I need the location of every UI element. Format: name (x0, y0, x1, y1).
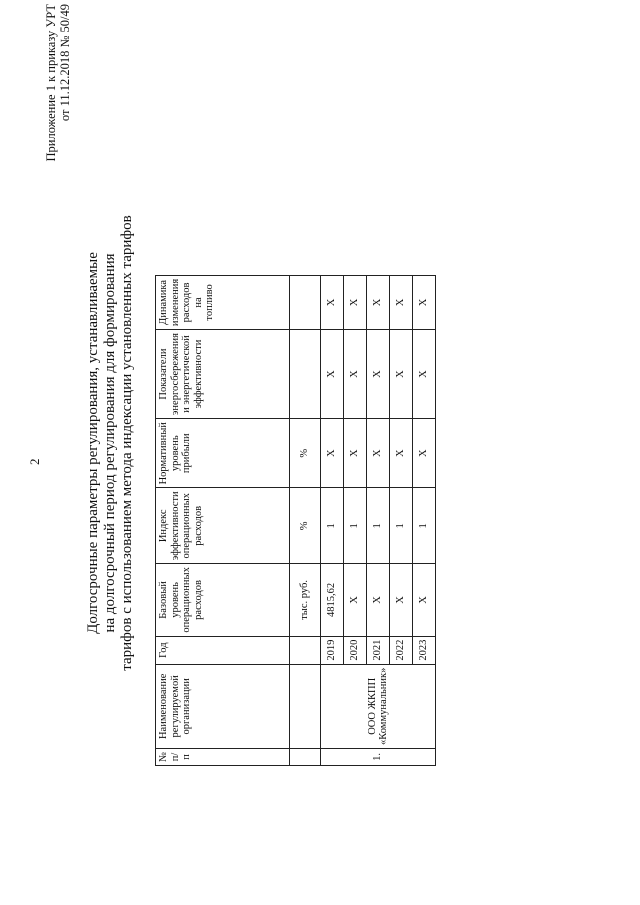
cell-year: 2019 (321, 636, 344, 664)
cell-profit-level: Х (344, 419, 367, 488)
cell-base-opex: 4815,62 (321, 564, 344, 636)
cell-efficiency-index: 1 (367, 488, 390, 564)
cell-base-opex: Х (367, 564, 390, 636)
cell-fuel-dynamics: Х (344, 275, 367, 329)
appendix-line-1: Приложение 1 к приказу УРТ (44, 4, 58, 162)
cell-efficiency-index: 1 (344, 488, 367, 564)
document-title (85, 193, 136, 693)
cell-profit-level: Х (367, 419, 390, 488)
organization-name-line-1: ООО ЖКПП (366, 677, 378, 735)
cell-efficiency-index: 1 (413, 488, 436, 564)
header-efficiency-index: Индекс эффективности операционных расходов (156, 488, 290, 564)
cell-base-opex: Х (390, 564, 413, 636)
units-efficiency-index: % (290, 488, 321, 564)
parameters-table-wrapper (155, 275, 436, 766)
cell-fuel-dynamics: Х (367, 275, 390, 329)
cell-efficiency-index: 1 (321, 488, 344, 564)
organization-name-line-2: «Коммунальник» (378, 667, 389, 745)
header-fuel-dynamics: Динамика изменения расходов на топливо (156, 275, 290, 329)
title-line-3: тарифов с использованием метода индексации установленных тарифов (119, 215, 135, 671)
cell-profit-level: Х (321, 419, 344, 488)
cell-base-opex: Х (413, 564, 436, 636)
header-base-opex: Базовый уровень операционных расходов (156, 564, 290, 636)
units-year (290, 636, 321, 664)
page-number: 2 (27, 458, 42, 465)
parameters-table (155, 275, 436, 766)
appendix-reference (44, 4, 72, 204)
header-row (156, 275, 290, 765)
cell-fuel-dynamics: Х (413, 275, 436, 329)
header-year: Год (156, 636, 290, 664)
units-organization (290, 664, 321, 748)
title-line-1: Долгосрочные параметры регулирования, устанавливаемые (85, 252, 101, 634)
appendix-line-2: от 11.12.2018 № 50/49 (58, 4, 72, 122)
table-row (321, 275, 344, 765)
cell-energy-efficiency: Х (321, 330, 344, 419)
cell-efficiency-index: 1 (390, 488, 413, 564)
units-number (290, 748, 321, 765)
units-energy-efficiency (290, 330, 321, 419)
cell-fuel-dynamics: Х (390, 275, 413, 329)
units-fuel-dynamics (290, 275, 321, 329)
row-number: 1. (321, 748, 436, 765)
cell-year: 2023 (413, 636, 436, 664)
cell-base-opex: Х (344, 564, 367, 636)
cell-year: 2020 (344, 636, 367, 664)
cell-year: 2022 (390, 636, 413, 664)
cell-year: 2021 (367, 636, 390, 664)
cell-energy-efficiency: Х (413, 330, 436, 419)
header-energy-efficiency: Показатели энергосбережения и энергетической эффективности (156, 330, 290, 419)
header-organization: Наименование регулируемой организации (156, 664, 290, 748)
cell-energy-efficiency: Х (367, 330, 390, 419)
cell-fuel-dynamics: Х (321, 275, 344, 329)
cell-profit-level: Х (413, 419, 436, 488)
units-profit-level: % (290, 419, 321, 488)
organization-name (321, 664, 436, 748)
cell-profit-level: Х (390, 419, 413, 488)
header-number: № п/п (156, 748, 290, 765)
title-line-2: на долгосрочный период регулирования для формирования (102, 253, 118, 633)
cell-energy-efficiency: Х (344, 330, 367, 419)
units-base-opex: тыс. руб. (290, 564, 321, 636)
units-row (290, 275, 321, 765)
cell-energy-efficiency: Х (390, 330, 413, 419)
header-profit-level: Нормативный уровень прибыли (156, 419, 290, 488)
